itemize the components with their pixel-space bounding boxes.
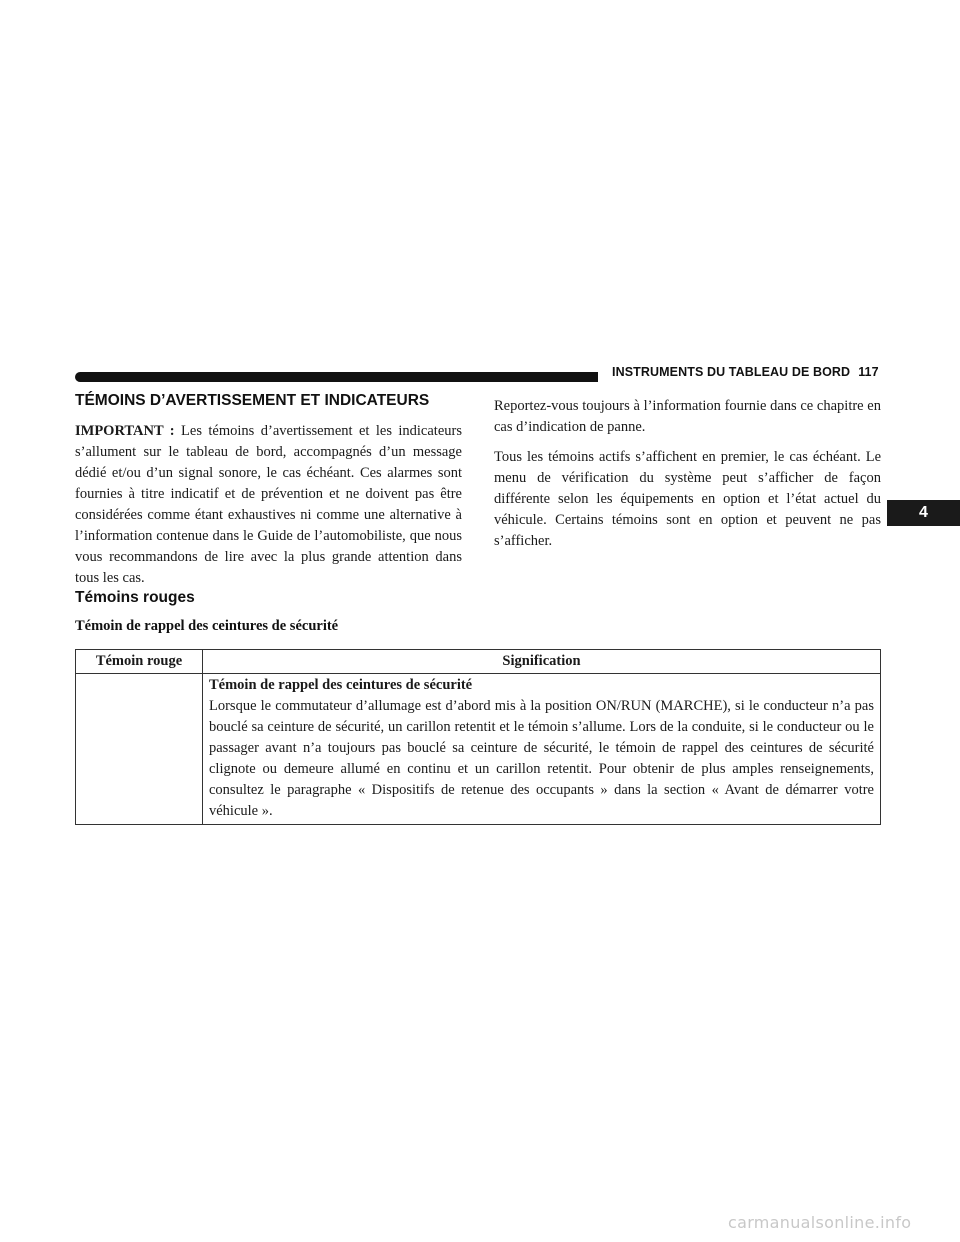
important-text: Les témoins d’avertissement et les indicateurs s’allument sur le tableau de bord, accompagnés d’un message dédié et/ou d’un signal sonore, le cas échéant. Ces alarmes sont fournies à titre indicatif et de prévention et ne doivent pas être considérées comme étant exhaustives ni comme une alternative à l’information contenue dans le Guide de l’automobiliste, que nous vous recommandons de lire avec la plus grande attention dans tous les cas. xyxy=(75,423,462,586)
right-column xyxy=(494,396,881,561)
right-paragraph-2: Tous les témoins actifs s’affichent en premier, le cas échéant. Le menu de vérification du système peut s’afficher de façon différente selon les équipements en option et l’état actuel du véhicule. Certains témoins sont en option et peuvent ne pas s’afficher. xyxy=(494,449,881,549)
row-title: Témoin de rappel des ceintures de sécurité xyxy=(209,677,473,693)
row-text: Lorsque le commutateur d’allumage est d’abord mis à la position ON/RUN (MARCHE), si le conducteur n’a pas bouclé sa ceinture de sécurité, un carillon retentit et le témoin s’allume. Lors de la conduite, si le conducteur ou le passager avant n’a toujours pas bouclé sa ceinture de sécurité, le témoin de rappel des ceintures de sécurité clignote ou demeure allumé en continu et un carillon retentit. Pour obtenir de plus amples renseignements, consultez le paragraphe « Dispositifs de retenue des occupants » dans la section « Avant de démarrer votre véhicule ». xyxy=(209,698,874,819)
column-header-light: Témoin rouge xyxy=(76,650,203,674)
warning-light-icon-cell xyxy=(76,674,203,825)
subsection-heading: Témoins rouges xyxy=(75,589,195,606)
header-rule xyxy=(75,372,598,382)
page-number: 117 xyxy=(858,365,879,379)
running-header xyxy=(612,365,879,379)
left-column xyxy=(75,421,462,598)
header-section-title: INSTRUMENTS DU TABLEAU DE BORD xyxy=(612,365,851,379)
meaning-cell xyxy=(203,674,881,825)
section-heading: TÉMOINS D’AVERTISSEMENT ET INDICATEURS xyxy=(75,392,430,409)
column-header-meaning: Signification xyxy=(203,650,881,674)
topic-heading: Témoin de rappel des ceintures de sécurité xyxy=(75,618,339,634)
important-label: IMPORTANT : xyxy=(75,423,175,439)
table-header-row xyxy=(76,650,881,674)
watermark: carmanualsonline.info xyxy=(728,1213,912,1232)
right-paragraph-1: Reportez-vous toujours à l’information fournie dans ce chapitre en cas d’indication de panne. xyxy=(494,398,881,435)
chapter-tab: 4 xyxy=(887,500,960,526)
warning-light-table xyxy=(75,649,881,825)
table-row xyxy=(76,674,881,825)
important-paragraph xyxy=(75,421,462,589)
